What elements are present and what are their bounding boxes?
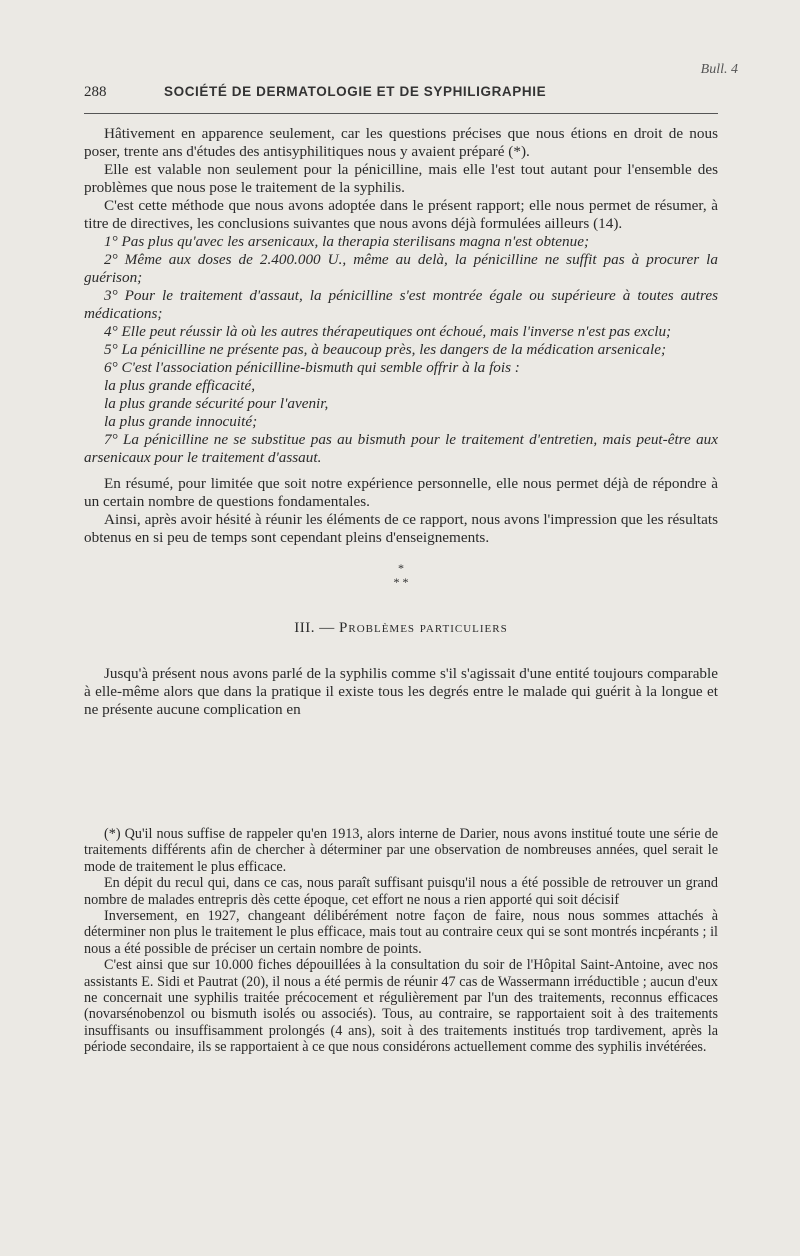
conclusion-subitem: la plus grande sécurité pour l'avenir,: [104, 395, 329, 412]
footnote-paragraph: C'est ainsi que sur 10.000 fiches dépouillées à la consultation du soir de l'Hôpital Saint-Antoine, avec nos assistants E. Sidi et Pautrat (20), il nous a été permis de réunir 47 cas de Wassermann irréductible ; aucun d'eux ne concernait une syphilis traitée précocement et régulièrement par l'un des traitements, reconnus efficaces (novarsénobenzol ou bismuth isolés ou associés). Tous, au contraire, se rapportaient soit à des traitements insuffisants ou insuffisamment prolongés (4 ans), soit à des traitements institués trop tardivement, après la période secondaire, ils se rapportaient à ce que nous considérons actuellement comme des syphilis invétérées.: [84, 957, 718, 1056]
page-number: 288: [84, 84, 107, 100]
running-header: [84, 84, 718, 101]
corner-note: Bull. 4: [700, 62, 738, 77]
section-number: III. —: [294, 620, 335, 636]
main-text: [84, 125, 718, 719]
conclusion-item: 5° La pénicilline ne présente pas, à beaucoup près, les dangers de la médication arsenicale;: [104, 341, 666, 358]
summary-paragraph: Ainsi, après avoir hésité à réunir les éléments de ce rapport, nous avons l'impression que les résultats obtenus en si peu de temps sont cependant pleins d'enseignements.: [84, 511, 718, 546]
footnote-paragraph: (*) Qu'il nous suffise de rappeler qu'en 1913, alors interne de Darier, nous avons institué toute une série de traitements différents afin de chercher à déterminer par une observation de nombreuses années, quel serait le mode de traitement le plus efficace.: [84, 826, 718, 875]
conclusion-subitem: la plus grande innocuité;: [104, 413, 258, 430]
conclusion-item: 7° La pénicilline ne se substitue pas au bismuth pour le traitement d'entretien, mais peut-être aux arsenicaux pour le traitement d'assaut.: [84, 431, 718, 466]
paragraph: Elle est valable non seulement pour la pénicilline, mais elle l'est tout autant pour l'ensemble des problèmes que nous pose le traitement de la syphilis.: [84, 161, 718, 196]
conclusion-subitem: la plus grande efficacité,: [104, 377, 255, 394]
conclusion-item: 4° Elle peut réussir là où les autres thérapeutiques ont échoué, mais l'inverse n'est pas exclu;: [104, 323, 672, 340]
summary-paragraph: En résumé, pour limitée que soit notre expérience personnelle, elle nous permet déjà de répondre à un certain nombre de questions fondamentales.: [84, 475, 718, 510]
section-paragraph: Jusqu'à présent nous avons parlé de la syphilis comme s'il s'agissait d'une entité toujours comparable à elle-même alors que dans la pratique il existe tous les degrés entre le malade qui guérit à la longue et ne présente aucune complication en: [84, 665, 718, 718]
separator-star-bottom: * *: [393, 575, 409, 589]
paragraph: C'est cette méthode que nous avons adoptée dans le présent rapport; elle nous permet de résumer, à titre de directives, les conclusions suivantes que nous avons déjà formulées ailleurs (14).: [84, 197, 718, 232]
footnotes: [84, 826, 718, 1056]
conclusion-item: 6° C'est l'association pénicilline-bismuth qui semble offrir à la fois :: [104, 359, 520, 376]
footnote-paragraph: En dépit du recul qui, dans ce cas, nous paraît suffisant puisqu'il nous a été possible de retrouver un grand nombre de malades entrepris dès cette époque, cet effort ne nous a rien apporté qui soit décisif: [84, 875, 718, 908]
conclusion-item: 3° Pour le traitement d'assaut, la pénicilline s'est montrée égale ou supérieure à toutes autres médications;: [84, 287, 718, 322]
section-heading: [84, 619, 718, 637]
paragraph: Hâtivement en apparence seulement, car les questions précises que nous étions en droit de nous poser, trente ans d'études des antisyphilitiques nous y avaient préparé (*).: [84, 125, 718, 160]
section-title: Problèmes particuliers: [339, 620, 508, 636]
conclusion-item: 1° Pas plus qu'avec les arsenicaux, la therapia sterilisans magna n'est obtenue;: [104, 233, 590, 250]
header-rule: [84, 113, 718, 114]
running-title: SOCIÉTÉ DE DERMATOLOGIE ET DE SYPHILIGRAPHIE: [164, 84, 547, 99]
conclusion-item: 2° Même aux doses de 2.400.000 U., même au delà, la pénicilline ne suffit pas à procurer la guérison;: [84, 251, 718, 286]
footnote-paragraph: Inversement, en 1927, changeant délibérément notre façon de faire, nous nous sommes attachés à déterminer non plus le traitement le plus efficace, mais tout au contraire ceux qui se sont montrés incpérants ; il nous a été possible de préciser un certain nombre de points.: [84, 908, 718, 957]
separator-star-top: *: [398, 561, 404, 575]
section-separator: [84, 561, 718, 589]
